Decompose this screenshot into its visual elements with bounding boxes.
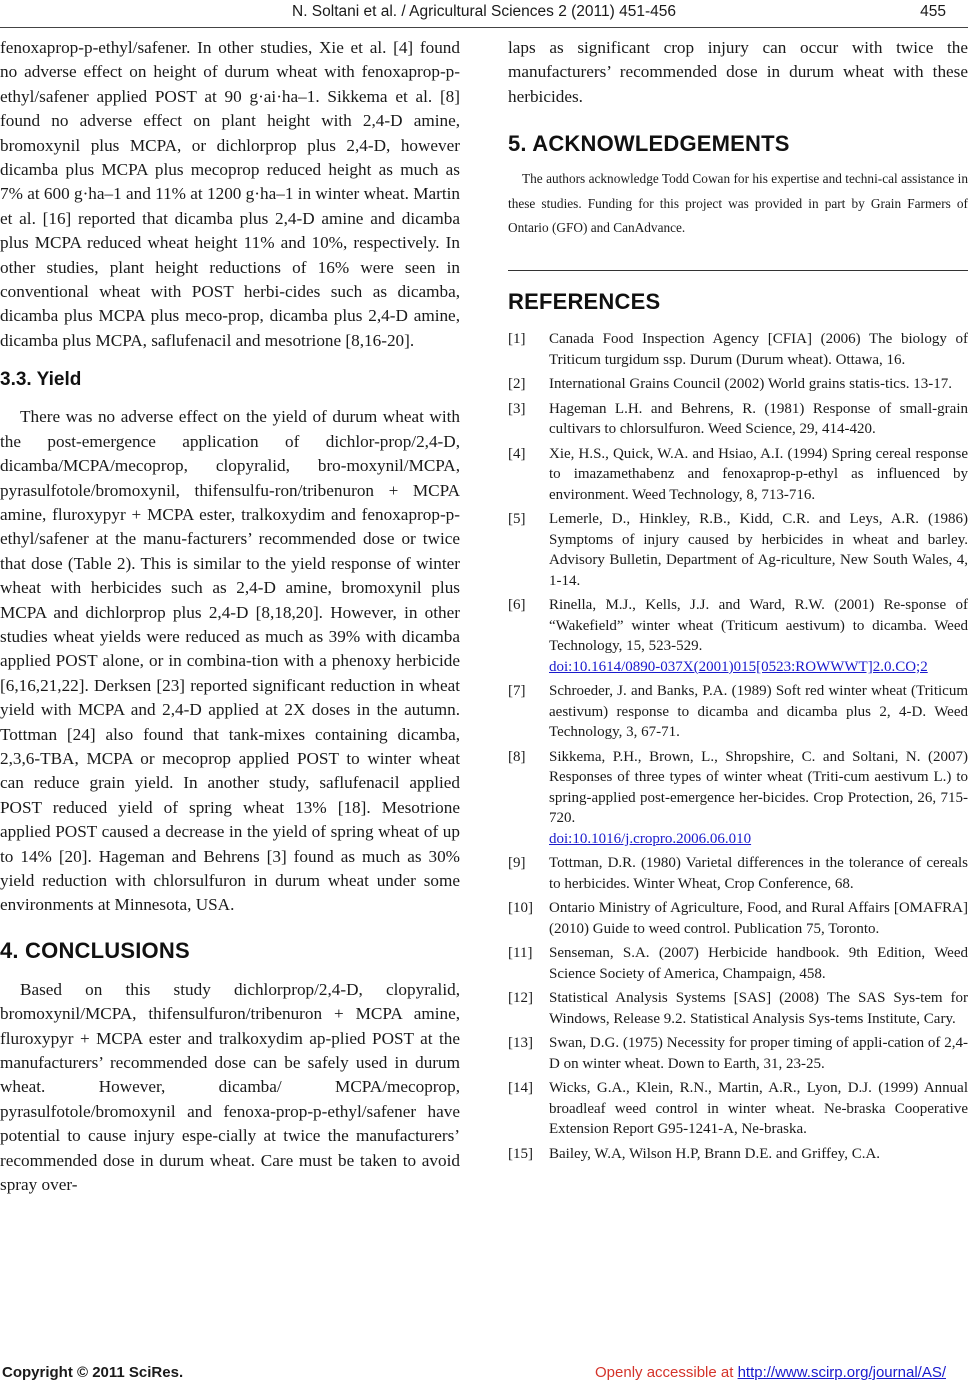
- reference-item: [508, 509, 968, 591]
- paragraph-yield: There was no adverse effect on the yield of durum wheat with the post-emergence application of dichlor-prop/2,4-D, dicamba/MCPA/mecoprop, clopyralid, bro-moxynil/MCPA, pyrasulfotole/bromoxynil, thifensulfu-ron/tribenuron + MCPA amine, fluroxypyr + MCPA ester, tralkoxydim and fenoxaprop-p-ethyl/safener at the manu-facturers’ recommended dose or twice that dose (Table 2). This is similar to the yield response of winter wheat with herbicides such as 2,4-D amine, bromoxynil plus MCPA and dichlorprop plus 2,4-D [8,18,20]. However, in other studies wheat yields were reduced as much as 39% with dicamba applied POST alone, or in combina-tion with a phenoxy herbicide [6,16,21,22]. Derksen [23] reported significant reduction in wheat yield with MCPA and 2,4-D applied at 2X doses in the autumn. Tottman [24] also found that tank-mixes containing dicamba, 2,3,6-TBA, MCPA or mecoprop applied POST to winter wheat can reduce grain yield. In another study, saflufenacil applied POST reduced yield of spring wheat 13% [18]. Mesotrione applied POST caused a decrease in the yield of spring wheat of up to 14% [20]. Hageman and Behrens [3] found as much as 30% yield reduction with chlorsulfuron in durum wheat under some environments at Minnesota, USA.: [0, 407, 460, 915]
- section-heading-references: REFERENCES: [508, 289, 661, 315]
- reference-number: [11]: [508, 945, 533, 962]
- reference-number: [7]: [508, 683, 526, 700]
- reference-text: Schroeder, J. and Banks, P.A. (1989) Soft red winter wheat (Triticum aestivum) response to dicamba and dicamba plus 2, 4-D. Weed Technology, 3, 67-71.: [549, 683, 968, 741]
- reference-number: [10]: [508, 900, 533, 917]
- reference-number: [13]: [508, 1035, 533, 1052]
- reference-item: [508, 329, 968, 370]
- reference-number: [5]: [508, 511, 526, 528]
- paragraph-height-discussion: fenoxaprop-p-ethyl/safener. In other studies, Xie et al. [4] found no adverse effect on height of durum wheat with fenoxaprop-p-ethyl/safener applied POST at 90 g·ai·ha–1. Sikkema et al. [8] found no adverse effect on plant height with 2,4-D amine, bromoxynil plus MCPA, or dichlorprop plus 2,4-D, however dicamba plus MCPA plus mecoprop reduced height as much as 7% at 600 g·ha–1 and 11% at 1200 g·ha–1 in winter wheat. Martin et al. [16] reported that dicamba plus 2,4-D amine and dicamba plus MCPA reduced wheat height 11% and 10%, respectively. In other studies, plant height reductions of 16% were seen in conventional wheat with POST herbi-cides such as dicamba, dicamba plus MCPA plus meco-prop, dicamba plus 2,4-D amine, dicamba plus MCPA, saflufenacil and mesotrione [8,16-20].: [0, 38, 460, 350]
- reference-text: Tottman, D.R. (1980) Varietal differences in the tolerance of cereals to herbicides. Winter Wheat, Crop Conference, 68.: [549, 855, 968, 892]
- reference-text: Wicks, G.A., Klein, R.N., Martin, A.R., Lyon, D.J. (1999) Annual broadleaf weed control in winter wheat. Ne-braska Cooperative Extension Report G95-1241-A, Ne-braska.: [549, 1080, 968, 1138]
- reference-number: [8]: [508, 748, 526, 765]
- reference-item: [508, 444, 968, 506]
- journal-url-link[interactable]: http://www.scirp.org/journal/AS/: [737, 1364, 946, 1381]
- reference-number: [6]: [508, 597, 526, 614]
- copyright-notice: Copyright © 2011 SciRes.: [2, 1364, 184, 1381]
- page-footer: [0, 1364, 968, 1386]
- reference-item: [508, 1033, 968, 1074]
- reference-item: [508, 988, 968, 1029]
- reference-text: Statistical Analysis Systems [SAS] (2008) The SAS Sys-tem for Windows, Release 9.2. Statistical Analysis Sys-tems Institute, Cary.: [549, 990, 968, 1027]
- reference-doi-link[interactable]: doi:10.1614/0890-037X(2001)015[0523:ROWWWT]2.0.CO;2: [549, 658, 928, 675]
- reference-item: [508, 595, 968, 677]
- reference-list: [508, 329, 968, 1164]
- section-heading-yield: 3.3. Yield: [0, 369, 82, 391]
- reference-text: International Grains Council (2002) World grains statis-tics. 13-17.: [549, 376, 953, 393]
- reference-text: Senseman, S.A. (2007) Herbicide handbook. 9th Edition, Weed Science Society of America, Champaign, 458.: [549, 945, 968, 982]
- reference-text: Xie, H.S., Quick, W.A. and Hsiao, A.I. (1994) Spring cereal response to imazamethabenz and fenoxaprop-p-ethyl as influenced by environment. Weed Technology, 8, 713-716.: [549, 445, 968, 503]
- paragraph-conclusions-continued: laps as significant crop injury can occur with twice the manufacturers’ recommended dose in durum wheat with these herbicides.: [508, 38, 968, 106]
- reference-item: [508, 943, 968, 984]
- paragraph-conclusions: Based on this study dichlorprop/2,4-D, clopyralid, bromoxynil/MCPA, thifensulfuron/tribenuron + MCPA amine, fluroxypyr + MCPA ester and tralkoxydim ap-plied POST at the manufacturers’ recommended dose can be safely used in durum wheat. However, dicamba/ MCPA/mecoprop, pyrasulfotole/bromoxynil and fenoxa-prop-p-ethyl/safener have potential to cause injury espe-cially at twice the manufacturers’ recommended dose in durum wheat. Care must be taken to avoid spray over-: [0, 979, 460, 1195]
- open-access-notice: [595, 1364, 946, 1381]
- header-rule: [0, 27, 968, 28]
- reference-text: Lemerle, D., Hinkley, R.B., Kidd, C.R. and Leys, A.R. (1986) Symptoms of injury caused by herbicides in wheat and barley. Advisory Bulletin, Department of Ag-riculture, New South Wales, 4, 1-14.: [549, 511, 968, 589]
- reference-text: Hageman L.H. and Behrens, R. (1981) Response of small-grain cultivars to chlorsulfuron. Weed Science, 29, 414-420.: [549, 400, 968, 438]
- right-column: [508, 36, 968, 1168]
- reference-number: [15]: [508, 1145, 533, 1162]
- reference-text: Rinella, M.J., Kells, J.J. and Ward, R.W. (2001) Re-sponse of “Wakefield” winter wheat (Triticum aestivum) to dicamba. Weed Technology, 15, 523-529.: [549, 597, 968, 655]
- running-header: [0, 3, 968, 25]
- reference-item: [508, 681, 968, 743]
- reference-text: Ontario Ministry of Agriculture, Food, and Rural Affairs [OMAFRA] (2010) Guide to weed control. Publication 75, Toronto.: [549, 900, 968, 937]
- reference-item: [508, 1078, 968, 1140]
- reference-number: [3]: [508, 400, 526, 417]
- reference-text: Canada Food Inspection Agency [CFIA] (2006) The biology of Triticum turgidum ssp. Durum (Durum wheat). Ottawa, 16.: [549, 331, 968, 368]
- reference-item: [508, 399, 968, 440]
- reference-text: Sikkema, P.H., Brown, L., Shropshire, C. and Soltani, N. (2007) Responses of three types of winter wheat (Triti-cum aestivum L.) to spring-applied post-emergence her-bicides. Crop Protection, 26, 715-720.: [549, 748, 968, 827]
- reference-number: [12]: [508, 990, 533, 1007]
- reference-number: [14]: [508, 1080, 533, 1097]
- reference-number: [2]: [508, 376, 526, 393]
- left-column: [0, 36, 460, 1197]
- reference-text: Swan, D.G. (1975) Necessity for proper timing of appli-cation of 2,4-D on winter wheat. Down to Earth, 31, 23-25.: [549, 1035, 968, 1072]
- reference-number: [9]: [508, 855, 526, 872]
- reference-number: [1]: [508, 331, 526, 348]
- reference-item: [508, 747, 968, 850]
- reference-item: [508, 374, 968, 395]
- reference-item: [508, 1144, 968, 1165]
- section-heading-acknowledgements: 5. ACKNOWLEDGEMENTS: [508, 131, 790, 157]
- reference-number: [4]: [508, 445, 526, 462]
- journal-header-title: N. Soltani et al. / Agricultural Sciences 2 (2011) 451-456: [292, 3, 676, 20]
- reference-doi-link[interactable]: doi:10.1016/j.cropro.2006.06.010: [549, 830, 752, 847]
- open-access-label: Openly accessible at: [595, 1364, 738, 1381]
- paragraph-acknowledgements: The authors acknowledge Todd Cowan for his expertise and techni-cal assistance in these studies. Funding for this project was provided in part by Grain Farmers of Ontario (GFO) and CanAdvance.: [508, 171, 968, 236]
- section-heading-conclusions: 4. CONCLUSIONS: [0, 937, 190, 963]
- reference-text: Bailey, W.A, Wilson H.P, Brann D.E. and Griffey, C.A.: [549, 1145, 881, 1162]
- reference-item: [508, 853, 968, 894]
- references-rule: [508, 270, 968, 271]
- reference-item: [508, 898, 968, 939]
- page-number: 455: [920, 3, 946, 20]
